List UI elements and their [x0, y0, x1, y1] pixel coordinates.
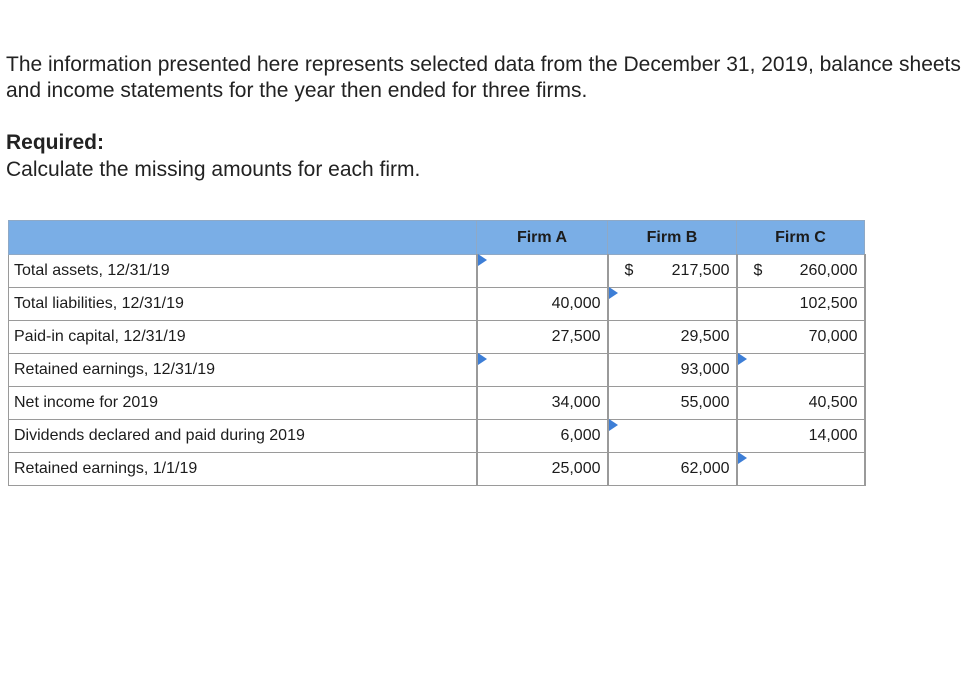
table-row: [9, 255, 865, 288]
firm-c-total-liabilities: 102,500: [737, 288, 865, 321]
required-heading: Required:: [6, 131, 105, 154]
row-label: Retained earnings, 12/31/19: [9, 354, 477, 387]
header-firm-c: Firm C: [737, 221, 865, 255]
firm-c-net-income: 40,500: [737, 387, 865, 420]
table-row: [9, 288, 865, 321]
firm-b-total-liabilities-input[interactable]: [608, 288, 737, 321]
firm-a-net-income: 34,000: [477, 387, 608, 420]
table-row: [9, 453, 865, 486]
firm-c-retained-earnings-begin-input[interactable]: [737, 453, 865, 486]
row-label: Net income for 2019: [9, 387, 477, 420]
firm-a-dividends: 6,000: [477, 420, 608, 453]
row-label: Paid-in capital, 12/31/19: [9, 321, 477, 354]
intro-text: The information presented here represents selected data from the December 31, 2019, balance sheets and income statements for the year then ended for three firms.: [6, 53, 961, 102]
firm-c-paid-in-capital: 70,000: [737, 321, 865, 354]
firm-a-retained-earnings-begin: 25,000: [477, 453, 608, 486]
firm-b-total-assets: [608, 255, 737, 288]
required-instruction: Calculate the missing amounts for each firm.: [6, 158, 421, 181]
cell-value: 260,000: [799, 262, 858, 279]
firm-b-dividends-input[interactable]: [608, 420, 737, 453]
table-row: [9, 387, 865, 420]
firm-b-retained-earnings-end: 93,000: [608, 354, 737, 387]
header-firm-a: Firm A: [477, 221, 608, 255]
firm-c-dividends: 14,000: [737, 420, 865, 453]
table-header-row: [9, 221, 865, 255]
currency-symbol: $: [624, 262, 634, 279]
row-label: Total liabilities, 12/31/19: [9, 288, 477, 321]
firm-c-total-assets: [737, 255, 865, 288]
header-blank: [9, 221, 477, 255]
row-label: Retained earnings, 1/1/19: [9, 453, 477, 486]
header-firm-b: Firm B: [608, 221, 737, 255]
currency-symbol: $: [753, 262, 763, 279]
firm-a-total-assets-input[interactable]: [477, 255, 608, 288]
table-row: [9, 354, 865, 387]
row-label: Dividends declared and paid during 2019: [9, 420, 477, 453]
firm-b-net-income: 55,000: [608, 387, 737, 420]
row-label: Total assets, 12/31/19: [9, 255, 477, 288]
table-row: [9, 321, 865, 354]
cell-value: 217,500: [671, 262, 730, 279]
table-row: [9, 420, 865, 453]
firm-b-paid-in-capital: 29,500: [608, 321, 737, 354]
firms-data-table: [8, 220, 866, 486]
firm-b-retained-earnings-begin: 62,000: [608, 453, 737, 486]
firm-a-paid-in-capital: 27,500: [477, 321, 608, 354]
firm-c-retained-earnings-end-input[interactable]: [737, 354, 865, 387]
firm-a-total-liabilities: 40,000: [477, 288, 608, 321]
firm-a-retained-earnings-end-input[interactable]: [477, 354, 608, 387]
